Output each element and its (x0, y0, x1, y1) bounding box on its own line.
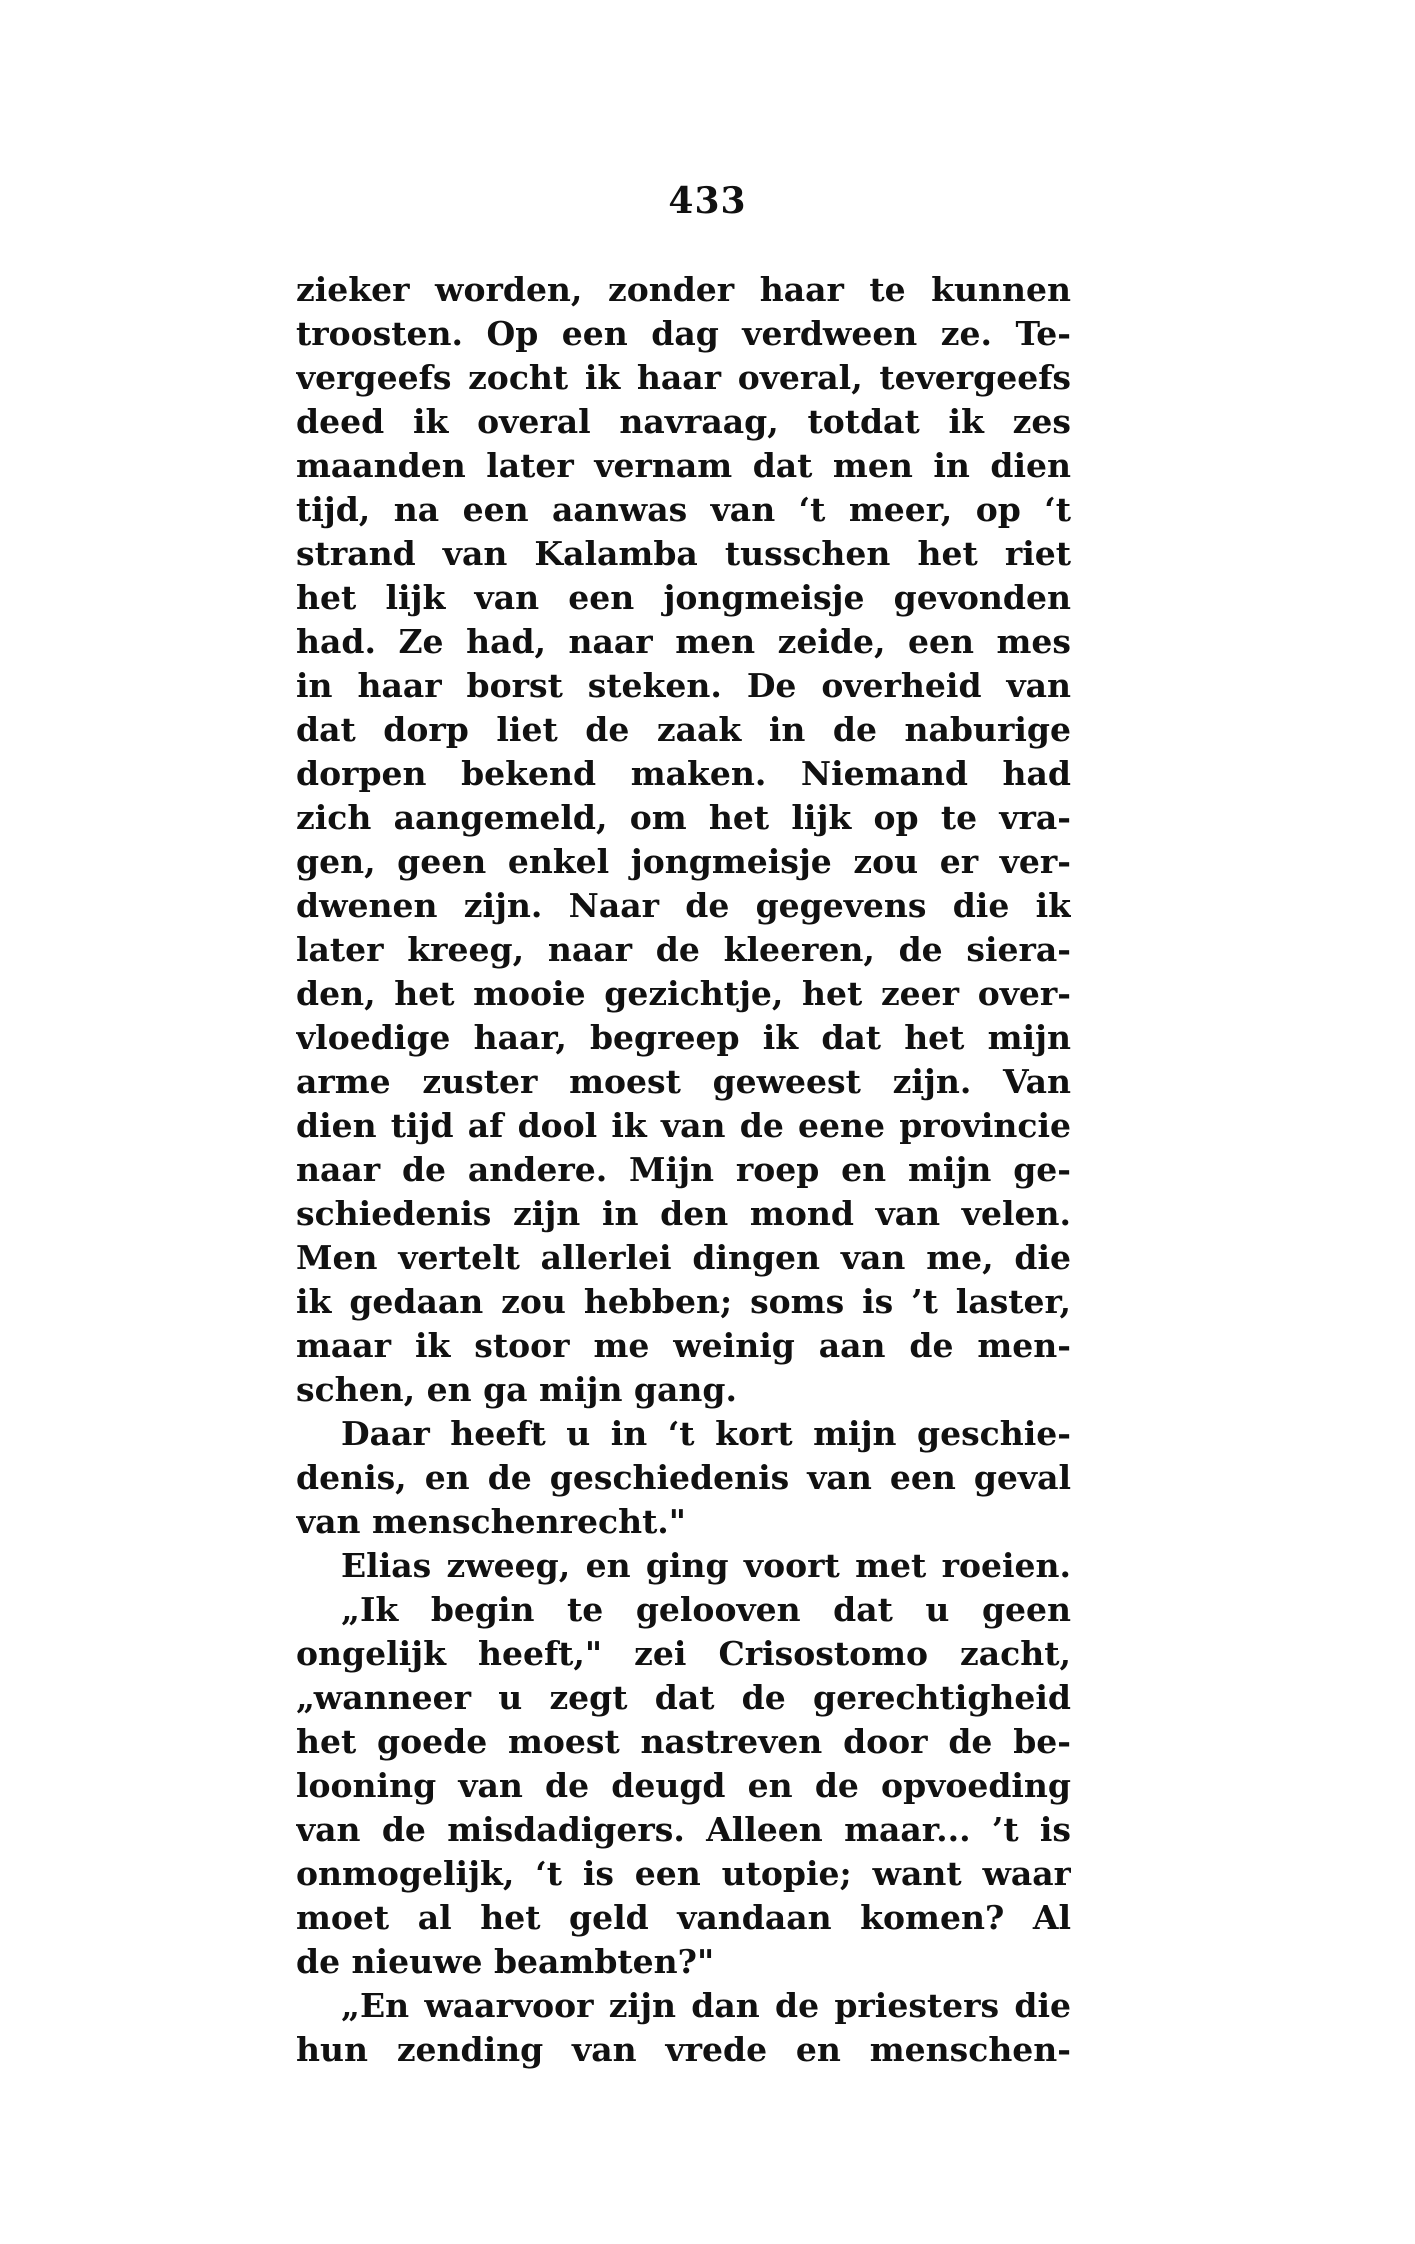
text-line: „En waarvoor zijn dan de priesters die (341, 1986, 1071, 2025)
text-line: dorpen bekend maken. Niemand had (296, 754, 1071, 793)
text-line: Men vertelt allerlei dingen van me, die (296, 1238, 1071, 1277)
text-line: Daar heeft u in ‘t kort mijn geschie- (341, 1414, 1071, 1453)
text-line: maar ik stoor me weinig aan de men- (296, 1326, 1071, 1365)
text-line: onmogelijk, ‘t is een utopie; want waar (296, 1854, 1071, 1893)
text-line: het goede moest nastreven door de be- (296, 1722, 1071, 1761)
text-line: deed ik overal navraag, totdat ik zes (296, 402, 1071, 441)
text-line: ongelijk heeft," zei Crisostomo zacht, (296, 1634, 1071, 1673)
text-line: had. Ze had, naar men zeide, een mes (296, 622, 1071, 661)
text-line: dwenen zijn. Naar de gegevens die ik (296, 886, 1071, 925)
page-number: 433 (668, 180, 747, 222)
text-line: van de misdadigers. Alleen maar... ’t is (296, 1810, 1071, 1849)
text-line: tijd, na een aanwas van ‘t meer, op ‘t (296, 490, 1071, 529)
text-line: „wanneer u zegt dat de gerechtigheid (296, 1678, 1071, 1717)
text-line: maanden later vernam dat men in dien (296, 446, 1071, 485)
text-line: vergeefs zocht ik haar overal, tevergeefs (296, 358, 1071, 397)
text-line: dat dorp liet de zaak in de naburige (296, 710, 1071, 749)
text-line: ik gedaan zou hebben; soms is ’t laster, (296, 1282, 1071, 1321)
body-text (296, 268, 1071, 2072)
text-line: van menschenrecht." (296, 1502, 686, 1541)
text-line: troosten. Op een dag verdween ze. Te- (296, 314, 1071, 353)
text-line: „Ik begin te gelooven dat u geen (341, 1590, 1071, 1629)
text-line: schiedenis zijn in den mond van velen. (296, 1194, 1071, 1233)
text-line: looning van de deugd en de opvoeding (296, 1766, 1071, 1805)
text-line: strand van Kalamba tusschen het riet (296, 534, 1071, 573)
text-line: het lijk van een jongmeisje gevonden (296, 578, 1071, 617)
text-line: later kreeg, naar de kleeren, de siera- (296, 930, 1071, 969)
text-line: arme zuster moest geweest zijn. Van (296, 1062, 1071, 1101)
text-line: den, het mooie gezichtje, het zeer over- (296, 974, 1071, 1013)
text-line: zich aangemeld, om het lijk op te vra- (296, 798, 1071, 837)
text-line: hun zending van vrede en menschen- (296, 2030, 1071, 2069)
text-line: naar de andere. Mijn roep en mijn ge- (296, 1150, 1071, 1189)
text-line: gen, geen enkel jongmeisje zou er ver- (296, 842, 1071, 881)
text-line: moet al het geld vandaan komen? Al (296, 1898, 1071, 1937)
text-line: vloedige haar, begreep ik dat het mijn (296, 1018, 1071, 1057)
text-line: schen, en ga mijn gang. (296, 1370, 737, 1409)
text-line: Elias zweeg, en ging voort met roeien. (341, 1546, 1071, 1585)
text-line: zieker worden, zonder haar te kunnen (296, 270, 1071, 309)
text-line: dien tijd af dool ik van de eene provincie (296, 1106, 1071, 1145)
text-line: in haar borst steken. De overheid van (296, 666, 1071, 705)
text-line: de nieuwe beambten?" (296, 1942, 715, 1981)
text-line: denis, en de geschiedenis van een geval (296, 1458, 1071, 1497)
